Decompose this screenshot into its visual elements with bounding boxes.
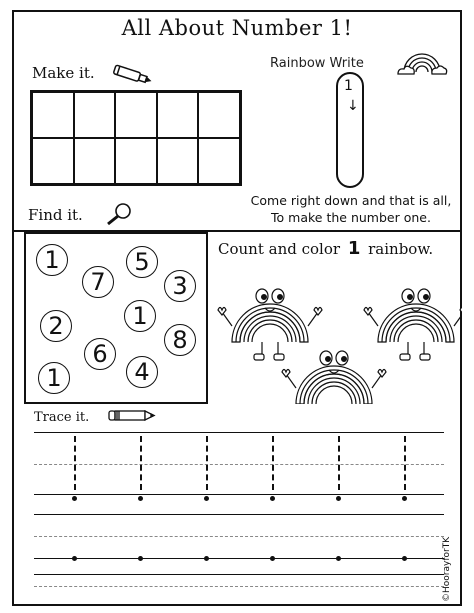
count-number: 1	[347, 238, 361, 259]
start-dot[interactable]	[270, 556, 275, 561]
start-dot[interactable]	[138, 496, 143, 501]
start-dot[interactable]	[72, 556, 77, 561]
writing-line	[34, 514, 444, 515]
count-prefix: Count and color	[218, 240, 341, 258]
ten-frame-cell[interactable]	[74, 138, 116, 184]
rainbow-write-digit: 1	[344, 78, 353, 94]
baseline	[34, 494, 444, 495]
start-dot[interactable]	[402, 496, 407, 501]
trace-it-label: Trace it.	[34, 410, 90, 425]
midline	[34, 464, 444, 465]
find-it-label: Find it.	[28, 206, 83, 224]
ten-frame-cell[interactable]	[74, 92, 116, 138]
ten-frame-cell[interactable]	[198, 138, 240, 184]
number-circle[interactable]: 1	[38, 362, 70, 394]
find-it-box	[24, 232, 208, 404]
number-circle[interactable]: 3	[164, 270, 196, 302]
make-it-label: Make it.	[32, 64, 95, 82]
number-circle[interactable]: 5	[126, 246, 158, 278]
baseline	[34, 558, 444, 559]
number-circle[interactable]: 1	[124, 300, 156, 332]
number-circle[interactable]: 6	[84, 338, 116, 370]
number-poem	[240, 192, 462, 226]
writing-line	[34, 574, 444, 575]
traceable-one[interactable]	[140, 436, 142, 490]
magnifier-icon	[104, 202, 134, 226]
trace-area[interactable]	[34, 430, 444, 600]
ten-frame-cell[interactable]	[198, 92, 240, 138]
poem-line-2: To make the number one.	[271, 210, 431, 225]
ten-frame-cell[interactable]	[157, 138, 199, 184]
rainbow-character[interactable]	[282, 351, 386, 404]
marker-icon	[110, 64, 152, 84]
traceable-one[interactable]	[272, 436, 274, 490]
credit-text: ©HoorayforTK	[442, 536, 452, 602]
number-circle[interactable]: 7	[82, 266, 114, 298]
start-dot[interactable]	[336, 556, 341, 561]
traceable-one[interactable]	[74, 436, 76, 490]
number-circle[interactable]: 1	[36, 244, 68, 276]
ten-frame	[30, 90, 242, 186]
rainbow-characters[interactable]	[210, 232, 462, 404]
start-dot[interactable]	[402, 556, 407, 561]
ten-frame-cell[interactable]	[32, 138, 74, 184]
rainbow-character[interactable]	[364, 289, 462, 360]
midline	[34, 586, 444, 587]
rainbow-character[interactable]	[218, 289, 322, 360]
ten-frame-cell[interactable]	[32, 92, 74, 138]
ten-frame-cell[interactable]	[157, 92, 199, 138]
start-dot[interactable]	[270, 496, 275, 501]
traceable-one[interactable]	[338, 436, 340, 490]
start-dot[interactable]	[138, 556, 143, 561]
number-circle[interactable]: 4	[126, 356, 158, 388]
ten-frame-cell[interactable]	[115, 138, 157, 184]
count-suffix: rainbow.	[368, 240, 434, 258]
traceable-one[interactable]	[404, 436, 406, 490]
start-dot[interactable]	[336, 496, 341, 501]
rainbow-cloud-icon	[396, 42, 448, 78]
worksheet	[12, 10, 462, 606]
ten-frame-cell[interactable]	[115, 92, 157, 138]
start-dot[interactable]	[204, 496, 209, 501]
poem-line-1: Come right down and that is all,	[250, 193, 452, 208]
traceable-one[interactable]	[206, 436, 208, 490]
start-dot[interactable]	[204, 556, 209, 561]
number-circle[interactable]: 2	[40, 310, 72, 342]
writing-line	[34, 432, 444, 433]
page-title: All About Number 1!	[121, 16, 353, 40]
midline	[34, 536, 444, 537]
rainbow-write-label: Rainbow Write	[270, 56, 364, 71]
count-color-panel	[210, 232, 462, 404]
start-dot[interactable]	[72, 496, 77, 501]
pencil-icon	[108, 408, 156, 424]
down-arrow-icon: ↓	[347, 98, 359, 114]
number-circle[interactable]: 8	[164, 324, 196, 356]
